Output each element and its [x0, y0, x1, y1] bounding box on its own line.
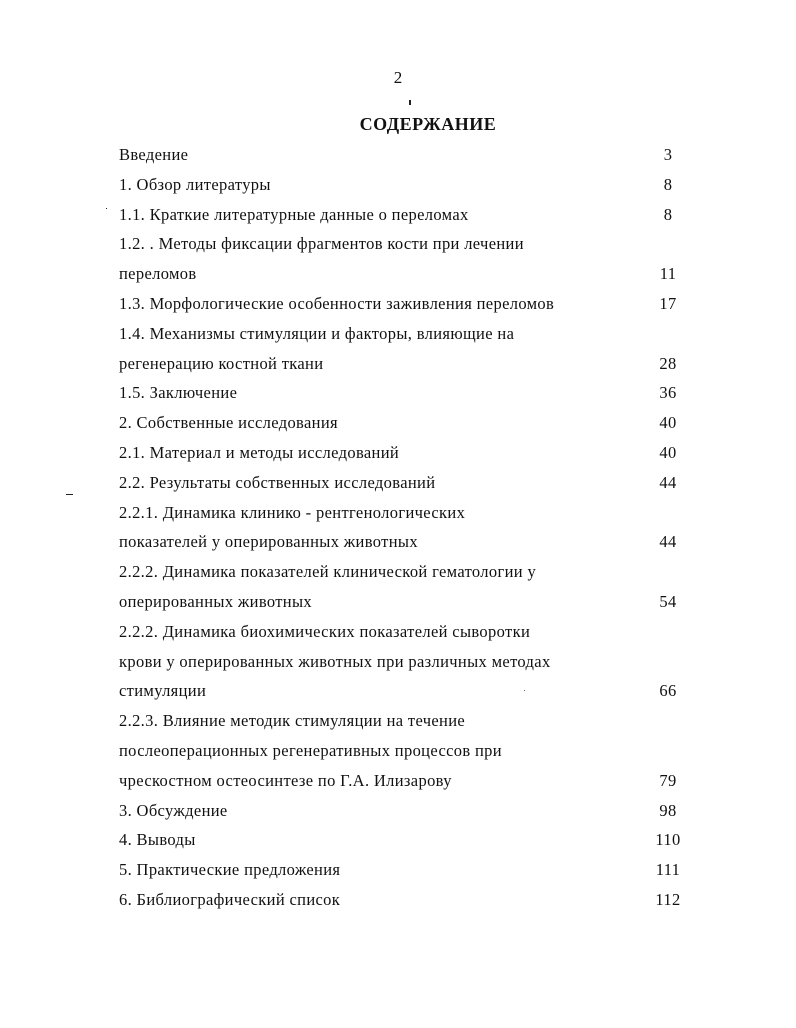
toc-line [119, 676, 694, 706]
toc-line [119, 468, 694, 498]
scan-speck [409, 100, 411, 105]
toc-page-number: 8 [663, 174, 673, 194]
toc-line [119, 855, 694, 885]
toc-entry-text: Введение [119, 145, 189, 164]
toc-line [119, 617, 694, 647]
toc-entry-text: 3. Обсуждение [119, 800, 228, 820]
toc-line [119, 825, 694, 855]
toc-page-number: 28 [659, 353, 677, 373]
toc-page-number: 66 [659, 681, 677, 701]
toc-page-number: 44 [659, 532, 677, 552]
toc-line [119, 289, 694, 319]
toc-entry-text: 6. Библиографический список [119, 889, 341, 909]
toc-page-number: 8 [663, 204, 673, 224]
toc-line [119, 378, 694, 408]
toc-entry-text: 1.4. Механизмы стимуляции и факторы, влияющие на [119, 323, 515, 343]
toc-page-number: 3 [663, 145, 673, 164]
toc-entry-text: 2. Собственные исследования [119, 413, 338, 433]
scan-speck [106, 208, 107, 209]
toc-page-number: 40 [659, 413, 677, 433]
toc-page-number: 40 [659, 442, 677, 462]
toc-page-number: 110 [655, 830, 681, 850]
toc-line [119, 885, 694, 915]
toc-entry-text: 1.5. Заключение [119, 383, 238, 403]
page-number: 2 [393, 68, 403, 87]
toc-entry-text: 2.1. Материал и методы исследований [119, 442, 400, 462]
toc-page-number: 44 [659, 472, 677, 492]
toc-entry-text: чрескостном остеосинтезе по Г.А. Илизарову [119, 770, 452, 790]
toc-line [119, 170, 694, 200]
toc-line [119, 736, 694, 766]
toc-page-number: 79 [659, 770, 677, 790]
toc-page-number: 111 [655, 860, 681, 880]
toc-line [119, 349, 694, 379]
toc-page-number: 54 [659, 591, 677, 611]
toc-entry-text: 1.3. Морфологические особенности заживления переломов [119, 293, 555, 313]
toc-line [119, 319, 694, 349]
toc-entry-text: 4. Выводы [119, 830, 196, 850]
toc-line [119, 527, 694, 557]
toc-line [119, 140, 694, 170]
toc-entry-text: послеоперационных регенеративных процессов при [119, 740, 502, 760]
toc-line [119, 498, 694, 528]
toc-entry-text: 1.1. Краткие литературные данные о переломах [119, 204, 469, 224]
toc-line [119, 647, 694, 677]
toc-line [119, 200, 694, 230]
toc-entry-text: регенерацию костной ткани [119, 353, 324, 373]
toc-page-number: 17 [659, 293, 677, 313]
toc-entry-text: 2.2.2. Динамика биохимических показателей сыворотки [119, 621, 531, 641]
toc-entry-text: 1.2. . Методы фиксации фрагментов кости при лечении [119, 234, 524, 254]
table-of-contents [119, 140, 694, 915]
toc-line [119, 408, 694, 438]
toc-entry-text: 2.2.3. Влияние методик стимуляции на течение [119, 711, 466, 731]
toc-line [119, 259, 694, 289]
toc-line [119, 706, 694, 736]
page-title: СОДЕРЖАНИЕ [359, 114, 497, 134]
toc-entry-text: крови у оперированных животных при различных методах [119, 651, 551, 671]
toc-line [119, 438, 694, 468]
toc-page-number: 112 [655, 889, 681, 909]
toc-entry-text: стимуляции [119, 681, 207, 701]
toc-line [119, 557, 694, 587]
toc-entry-text: 2.2. Результаты собственных исследований [119, 472, 436, 492]
toc-entry-text: показателей у оперированных животных [119, 532, 418, 552]
toc-page-number: 36 [659, 383, 677, 403]
toc-entry-text: 2.2.1. Динамика клинико - рентгенологических [119, 502, 466, 522]
toc-line [119, 587, 694, 617]
toc-line [119, 766, 694, 796]
toc-page-number: 11 [659, 264, 677, 284]
scan-speck [66, 494, 73, 495]
toc-line [119, 229, 694, 259]
toc-entry-text: оперированных животных [119, 591, 313, 611]
toc-entry-text: 1. Обзор литературы [119, 174, 271, 194]
toc-page-number: 98 [659, 800, 677, 820]
toc-entry-text: переломов [119, 264, 197, 284]
toc-line [119, 796, 694, 826]
toc-entry-text: 2.2.2. Динамика показателей клинической гематологии у [119, 562, 537, 582]
toc-entry-text: 5. Практические предложения [119, 860, 341, 880]
